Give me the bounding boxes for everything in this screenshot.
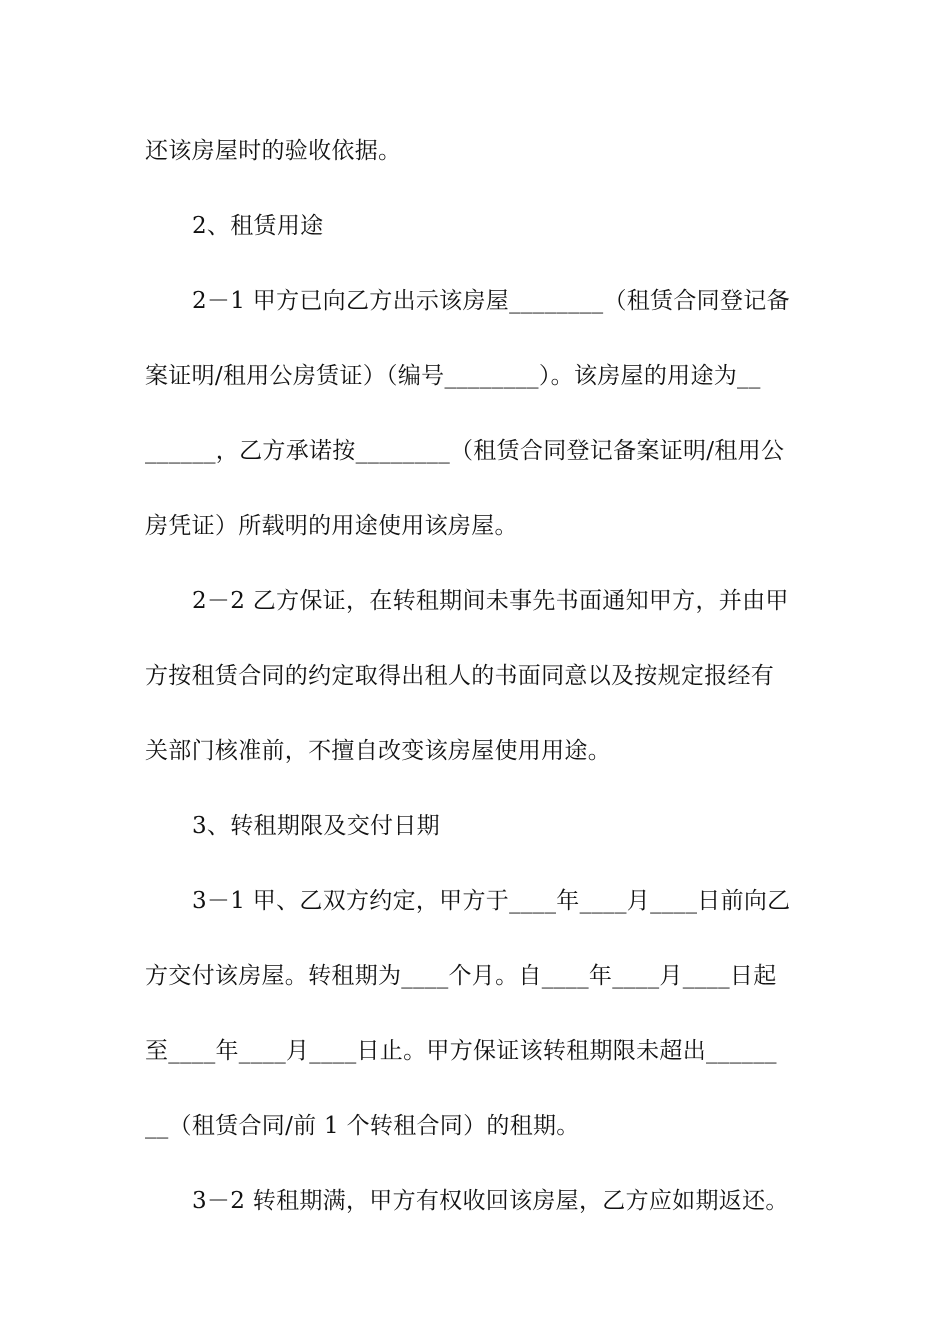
clause-2-2-line-3: 关部门核准前，不擅自改变该房屋使用用途。 bbox=[145, 738, 611, 764]
clause-3-1-line-2: 方交付该房屋。转租期为____个月。自____年____月____日起 bbox=[145, 963, 777, 989]
clause-2-1-line-4: 房凭证）所载明的用途使用该房屋。 bbox=[145, 513, 518, 539]
clause-2-2-line-1: 2－2 乙方保证，在转租期间未事先书面通知甲方，并由甲 bbox=[192, 588, 789, 614]
clause-3-1-line-4: __（租赁合同/前 1 个转租合同）的租期。 bbox=[145, 1113, 580, 1139]
clause-2-1-line-1: 2－1 甲方已向乙方出示该房屋________（租赁合同登记备 bbox=[192, 288, 790, 314]
paragraph-line-1: 还该房屋时的验收依据。 bbox=[145, 138, 402, 164]
clause-3-1-line-3: 至____年____月____日止。甲方保证该转租期限未超出______ bbox=[145, 1038, 777, 1064]
clause-2-2-line-2: 方按租赁合同的约定取得出租人的书面同意以及按规定报经有 bbox=[145, 663, 775, 689]
clause-2-1-line-2: 案证明/租用公房赁证）（编号________）。该房屋的用途为__ bbox=[145, 363, 761, 389]
clause-3-1-line-1: 3－1 甲、乙双方约定，甲方于____年____月____日前向乙 bbox=[192, 888, 791, 914]
clause-3-2-line-1: 3－2 转租期满，甲方有权收回该房屋，乙方应如期返还。 bbox=[192, 1188, 789, 1214]
clause-2-1-line-3: ______，乙方承诺按________（租赁合同登记备案证明/租用公 bbox=[145, 438, 785, 464]
section-heading-3: 3、转租期限及交付日期 bbox=[192, 813, 440, 839]
section-heading-2: 2、租赁用途 bbox=[192, 213, 324, 239]
